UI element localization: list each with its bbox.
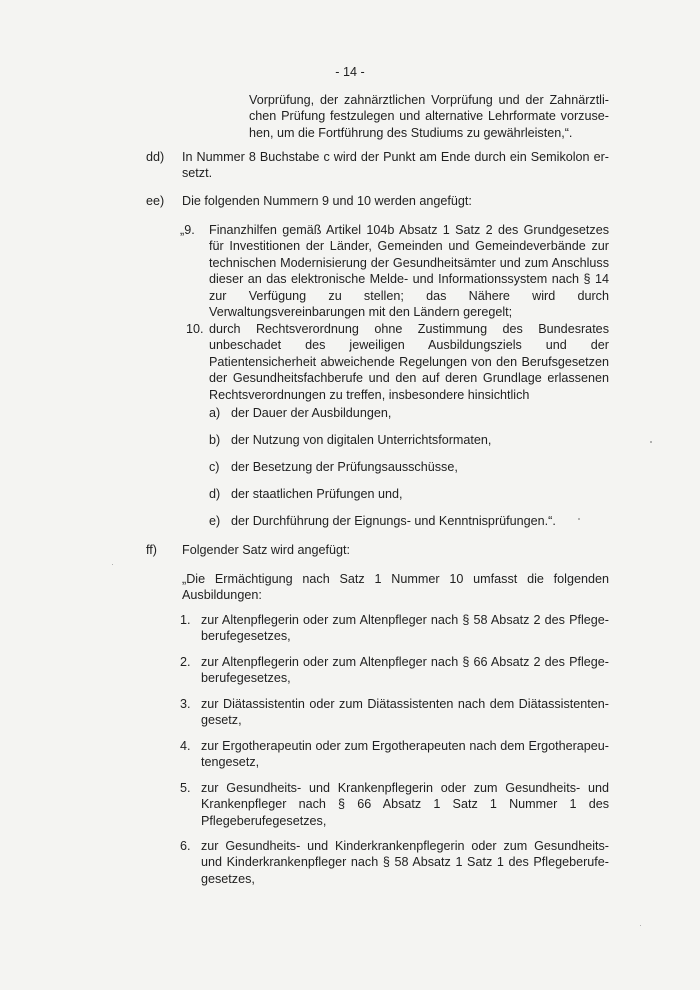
item-9-text: Finanzhilfen gemäß Artikel 104b Absatz 1 Satz 2 des Grundgesetzes für Investitionen der Länder, Gemeinden und Gemeindeverbände zur technischen Modernisierung der Gesundheitsämter und zum Anschluss dieser an das elektronische Melde- und Informationssystem nach § 14 zur Verfügung zu stellen; das Nähere wird durch Verwaltungsvereinbarungen mit den Ländern geregelt; [209, 223, 609, 320]
subitem-b-text: der Nutzung von digitalen Unterrichtsformaten, [231, 433, 492, 447]
ff-list-item-4: zur Ergotherapeutin oder zum Ergotherapeuten nach dem Ergotherapeutengesetz, [201, 739, 609, 770]
item-ee-text: Die folgenden Nummern 9 und 10 werden angefügt: [182, 194, 472, 208]
ff-list-marker-3: 3. [180, 697, 191, 711]
item-marker-ee: ee) [146, 194, 165, 208]
ff-list-marker-4: 4. [180, 739, 191, 753]
subitem-marker-b: b) [209, 433, 221, 447]
scan-speck [578, 518, 580, 520]
subitem-marker-e: e) [209, 514, 221, 528]
scan-speck [650, 441, 652, 443]
scan-speck [112, 564, 113, 565]
item-marker-10: 10. [186, 322, 204, 336]
subitem-c-text: der Besetzung der Prüfungsausschüsse, [231, 460, 458, 474]
item-10-text: durch Rechtsverordnung ohne Zustimmung des Bundesrates unbeschadet des jeweiligen Ausbildungsziels und der Patientensicherheit abweichende Regelungen von den Berufsgesetzen der Gesundheitsfachberufe und den auf deren Grundlage erlassenen Rechtsverordnungen zu treffen, insbesondere hinsichtlich [209, 322, 609, 402]
ff-list-item-3: zur Diätassistentin oder zum Diätassistenten nach dem Diätassistentengesetz, [201, 697, 609, 728]
ff-list-marker-5: 5. [180, 781, 191, 795]
item-marker-dd: dd) [146, 150, 165, 164]
ff-list-item-6: zur Gesundheits- und Kinderkrankenpflegerin oder zum Gesundheits- und Kinderkrankenpfleger nach § 58 Absatz 1 Satz 1 des Pflegeberufegesetzes, [201, 839, 609, 886]
ff-quote-intro: „Die Ermächtigung nach Satz 1 Nummer 10 umfasst die folgenden Ausbildungen: [182, 572, 609, 603]
subitem-marker-c: c) [209, 460, 220, 474]
subitem-d-text: der staatlichen Prüfungen und, [231, 487, 403, 501]
item-ff-text: Folgender Satz wird angefügt: [182, 543, 351, 557]
page-number: - 14 - [335, 65, 365, 79]
item-marker-9: „9. [180, 223, 195, 237]
ff-list-marker-6: 6. [180, 839, 191, 853]
subitem-marker-a: a) [209, 406, 221, 420]
subitem-e-text: der Durchführung der Eignungs- und Kenntnisprüfungen.“. [231, 514, 556, 528]
item-dd-text: In Nummer 8 Buchstabe c wird der Punkt am Ende durch ein Semikolon ersetzt. [182, 150, 609, 181]
ff-list-marker-2: 2. [180, 655, 191, 669]
ff-list-item-5: zur Gesundheits- und Krankenpflegerin oder zum Gesundheits- und Krankenpfleger nach § 66 Absatz 1 Satz 1 Nummer 1 des Pflegeberufegesetzes, [201, 781, 609, 828]
continuation-paragraph: Vorprüfung, der zahnärztlichen Vorprüfung und der Zahnärztlichen Prüfung festzulegen und alternative Lehrformate vorzusehen, um die Fortführung des Studiums zu gewährleisten,“. [249, 93, 609, 140]
item-marker-ff: ff) [146, 543, 157, 557]
subitem-a-text: der Dauer der Ausbildungen, [231, 406, 392, 420]
scan-speck [640, 925, 641, 926]
ff-list-marker-1: 1. [180, 613, 191, 627]
ff-list-item-2: zur Altenpflegerin oder zum Altenpfleger nach § 66 Absatz 2 des Pflegeberufegesetzes, [201, 655, 609, 686]
subitem-marker-d: d) [209, 487, 221, 501]
ff-list-item-1: zur Altenpflegerin oder zum Altenpfleger nach § 58 Absatz 2 des Pflegeberufegesetzes, [201, 613, 609, 644]
